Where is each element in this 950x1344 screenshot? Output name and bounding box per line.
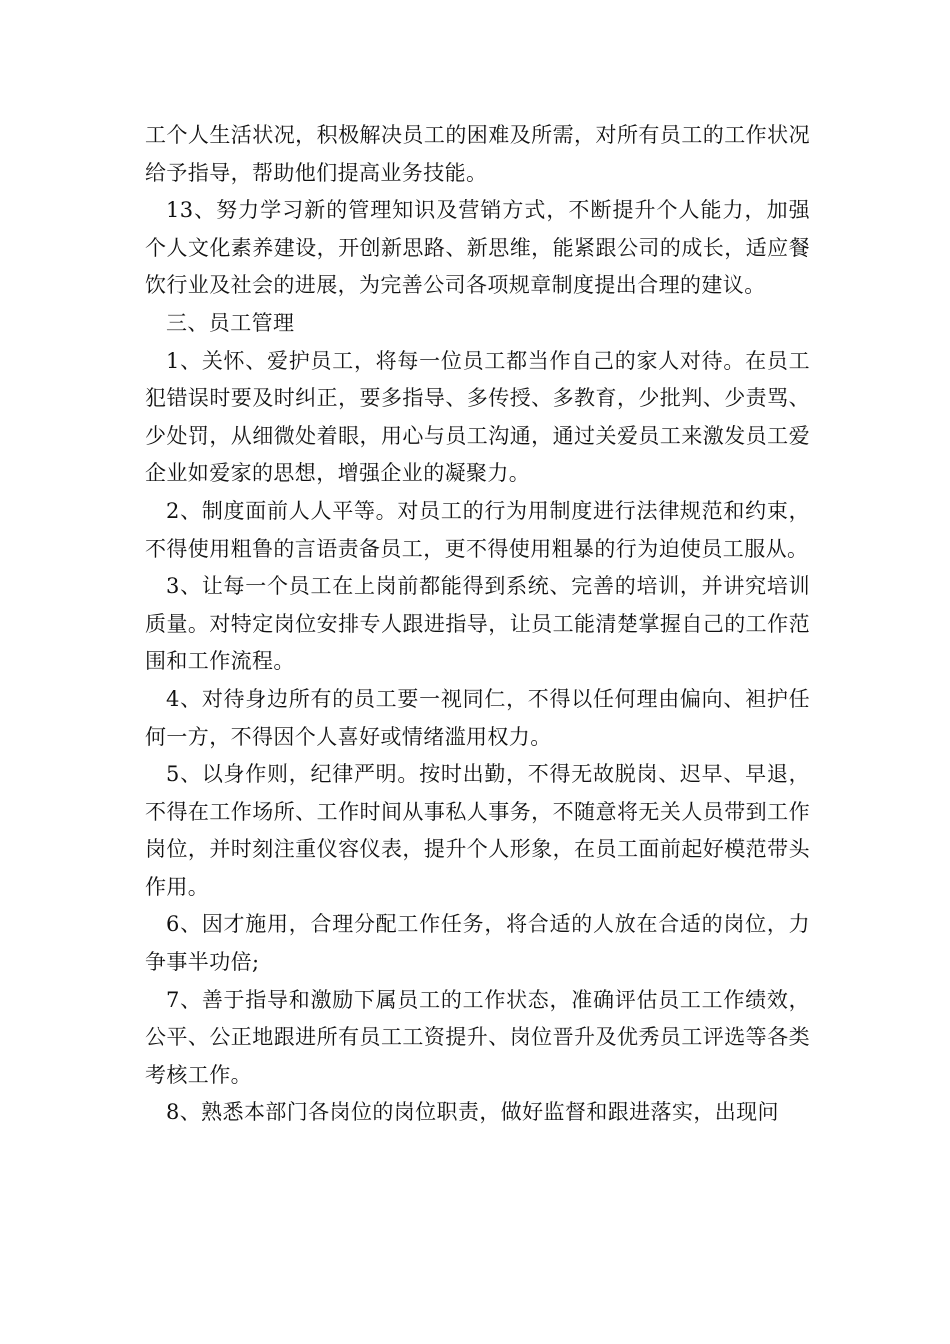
paragraph-item-5: 5、以身作则，纪律严明。按时出勤，不得无故脱岗、迟早、早退，不得在工作场所、工作时间从事私人事务，不随意将无关人员带到工作岗位，并时刻注重仪容仪表，提升个人形象，在员工面前起好模范带头作用。 xyxy=(145,762,810,899)
paragraph-item-4: 4、对待身边所有的员工要一视同仁，不得以任何理由偏向、袒护任何一方，不得因个人喜好或情绪滥用权力。 xyxy=(145,686,810,749)
paragraph-item-6: 6、因才施用，合理分配工作任务，将合适的人放在合适的岗位，力争事半功倍; xyxy=(145,912,810,975)
paragraph-item-1: 1、关怀、爱护员工，将每一位员工都当作自己的家人对待。在员工犯错误时要及时纠正，要多指导、多传授、多教育，少批判、少责骂、少处罚，从细微处着眼，用心与员工沟通，通过关爱员工来激发员工爱企业如爱家的思想，增强企业的凝聚力。 xyxy=(145,348,810,486)
paragraph-item-3: 3、让每一个员工在上岗前都能得到系统、完善的培训，并讲究培训质量。对特定岗位安排专人跟进指导，让员工能清楚掌握自己的工作范围和工作流程。 xyxy=(145,574,810,674)
paragraph-item-7: 7、善于指导和激励下属员工的工作状态，准确评估员工工作绩效，公平、公正地跟进所有员工工资提升、岗位晋升及优秀员工评选等各类考核工作。 xyxy=(145,987,810,1087)
document-body xyxy=(145,117,810,1132)
paragraph-item-8: 8、熟悉本部门各岗位的岗位职责，做好监督和跟进落实，出现问 xyxy=(166,1100,779,1125)
paragraph-item-13: 13、努力学习新的管理知识及营销方式，不断提升个人能力，加强个人文化素养建设，开创新思路、新思维，能紧跟公司的成长，适应餐饮行业及社会的进展，为完善公司各项规章制度提出合理的建议。 xyxy=(145,198,810,298)
section-heading-staff-management: 三、员工管理 xyxy=(166,310,295,335)
paragraph-continuation: 工个人生活状况，积极解决员工的困难及所需，对所有员工的工作状况给予指导，帮助他们提高业务技能。 xyxy=(145,123,810,185)
paragraph-item-2: 2、制度面前人人平等。对员工的行为用制度进行法律规范和约束，不得使用粗鲁的言语责备员工，更不得使用粗暴的行为迫使员工服从。 xyxy=(145,498,810,561)
